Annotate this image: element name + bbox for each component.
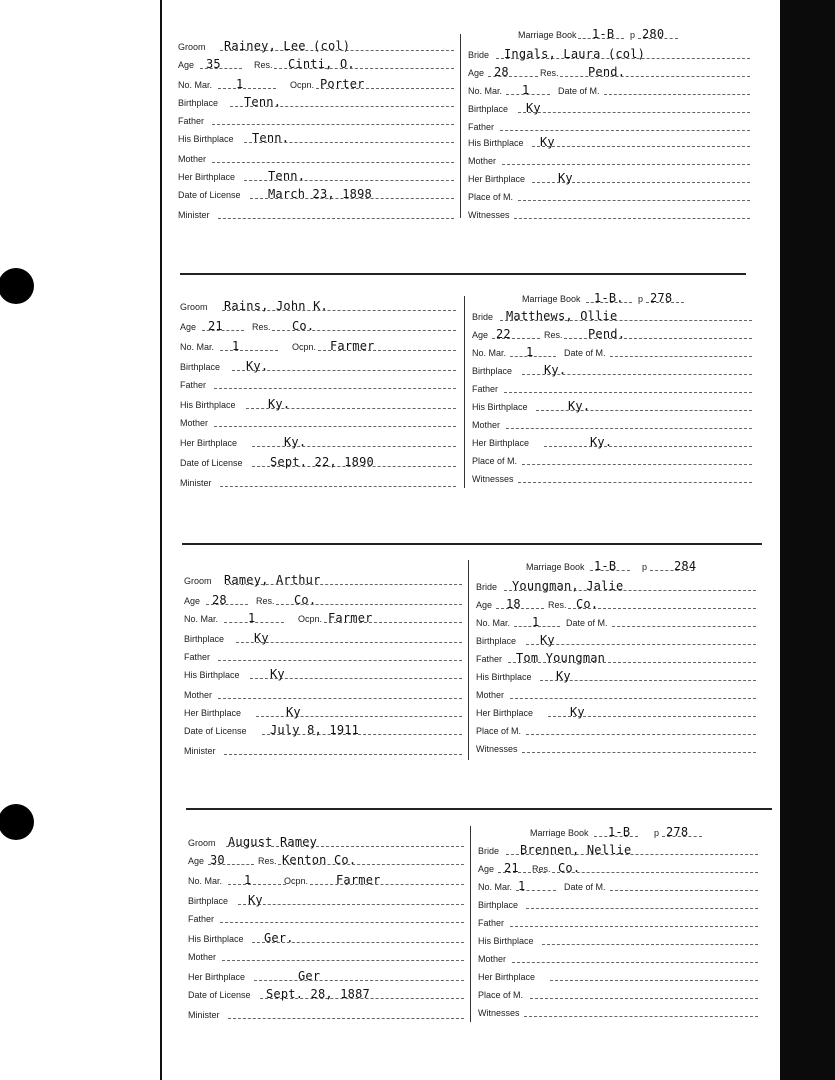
groom-birthplace: Ky [254,631,269,645]
marriage-page: 280 [642,27,665,41]
her-birthplace-field: Her Birthplace Tenn. [178,166,454,184]
minister-field: Minister [178,204,454,222]
marriage-book: 1-B. [594,291,624,305]
groom-age: 21 [208,319,223,333]
groom-name: August Ramey [228,835,318,849]
birthplace-field: Birthplace [478,894,758,912]
marriage-book: 1-B [608,825,631,839]
groom-age: 30 [210,853,225,867]
age-res-field: Age 28 Res. Pend. [468,62,750,80]
bride-res: Co. [558,861,581,875]
groom-ocpn: Farmer [336,873,381,887]
birthplace-field: Birthplace Ky [476,630,756,648]
bride-name: Ingals, Laura (col) [504,47,646,61]
mother-field: Mother [478,948,758,966]
mar-ocpn-field: No. Mar. 1 Ocpn. Farmer [184,608,462,626]
date-of-license-field: Date of License July 8, 1911 [184,720,462,738]
mar-date-field: No. Mar. 1 Date of M. [468,80,750,98]
bride-birthplace: Ky. [544,363,567,377]
punch-hole-top [0,268,34,304]
groom-res: Cinti, O. [288,57,355,71]
father-field: Father [478,912,758,930]
his-birthplace-field: His Birthplace Ky [184,664,462,682]
groom-his-birthplace: Ky [270,667,285,681]
bride-name: Matthews, Ollie [506,309,618,323]
bride-field: Bride Ingals, Laura (col) [468,44,750,62]
witnesses-field: Witnesses [478,1002,758,1020]
father-field: Father [178,110,454,128]
groom-her-birthplace: Tenn. [268,169,306,183]
father-field: Father [188,908,464,926]
marriage-page: 284 [674,559,697,573]
her-birthplace-field: Her Birthplace [478,966,758,984]
father-field: Father Tom Youngman [476,648,756,666]
marriage-book-field: Marriage Book 1-B. p 278 [522,288,752,306]
groom-date-of-license: Sept. 28, 1887 [266,987,370,1001]
groom-birthplace: Ky [248,893,263,907]
bride-no-mar: 1 [526,345,534,359]
witnesses-field: Witnesses [468,204,750,222]
card-separator [180,273,746,275]
bride-age: 18 [506,597,521,611]
her-birthplace-field: Her Birthplace Ky. [180,432,456,450]
his-birthplace-field: His Birthplace Tenn. [178,128,454,146]
age-res-field: Age 28 Res. Co. [184,590,462,608]
bride-his-birthplace: Ky. [568,399,591,413]
groom-res: Kenton Co. [282,853,357,867]
bride-name: Brennen, Nellie [520,843,632,857]
groom-no-mar: 1 [236,77,244,91]
groom-name: Ramey, Arthur [224,573,321,587]
mar-date-field: No. Mar. 1 Date of M. [472,342,752,360]
his-birthplace-field: His Birthplace Ky [476,666,756,684]
her-birthplace-field: Her Birthplace Ky [476,702,756,720]
mother-field: Mother [184,684,462,702]
age-res-field: Age 21 Res. Co. [180,316,456,334]
bride-res: Co. [576,597,599,611]
place-of-m-field: Place of M. [468,186,750,204]
groom-field: Groom Ramey, Arthur [184,570,462,588]
marriage-record-card [162,22,780,272]
bride-his-birthplace: Ky [540,135,555,149]
mother-field: Mother [472,414,752,432]
age-res-field: Age 18 Res. Co. [476,594,756,612]
father-field: Father [184,646,462,664]
minister-field: Minister [180,472,456,490]
minister-field: Minister [184,740,462,758]
father-field: Father [472,378,752,396]
marriage-book: 1-B [592,27,615,41]
marriage-book-field: Marriage Book 1-B p 284 [526,559,697,573]
groom-date-of-license: July 8, 1911 [270,723,360,737]
her-birthplace-field: Her Birthplace Ky [468,168,750,186]
date-of-license-field: Date of License March 23, 1898 [178,184,454,202]
groom-res: Co. [292,319,315,333]
groom-no-mar: 1 [244,873,252,887]
father-field: Father [468,116,750,134]
bride-his-birthplace: Ky [556,669,571,683]
groom-her-birthplace: Ky. [284,435,307,449]
punch-hole-bottom [0,804,34,840]
bride-father: Tom Youngman [516,651,606,665]
bride-her-birthplace: Ky. [590,435,613,449]
her-birthplace-field: Her Birthplace Ger [188,966,464,984]
mar-ocpn-field: No. Mar. 1 Ocpn. Farmer [180,336,456,354]
groom-field: Groom Rains, John K. [180,296,456,314]
bride-name: Youngman, Jalie [512,579,624,593]
record-page [160,0,780,1080]
witnesses-field: Witnesses [472,468,752,486]
marriage-record-card [162,288,780,538]
bride-no-mar: 1 [532,615,540,629]
her-birthplace-field: Her Birthplace Ky [184,702,462,720]
groom-name: Rainey, Lee (col) [224,39,351,53]
mother-field: Mother [188,946,464,964]
age-res-field: Age 30 Res. Kenton Co. [188,850,464,868]
his-birthplace-field: His Birthplace Ky. [472,396,752,414]
groom-age: 35 [206,57,221,71]
groom-field: Groom Rainey, Lee (col) [178,36,454,54]
his-birthplace-field: His Birthplace Ger. [188,928,464,946]
marriage-book: 1-B [594,559,617,573]
groom-res: Co. [294,593,317,607]
left-margin [0,0,160,1080]
bride-age: 22 [496,327,511,341]
marriage-record-card [162,556,780,806]
mar-ocpn-field: No. Mar. 1 Ocpn. Farmer [188,870,464,888]
groom-date-of-license: Sept. 22, 1890 [270,455,374,469]
groom-his-birthplace: Ger. [264,931,294,945]
mother-field: Mother [468,150,750,168]
bride-res: Pend. [588,327,626,341]
her-birthplace-field: Her Birthplace Ky. [472,432,752,450]
bride-no-mar: 1 [518,879,526,893]
place-of-m-field: Place of M. [472,450,752,468]
marriage-book-field: Marriage Book 1-B p 278 [530,822,760,840]
bride-field: Bride Brennen, Nellie [478,840,758,858]
groom-ocpn: Porter [320,77,365,91]
groom-birthplace: Ky. [246,359,269,373]
scan-edge [778,0,835,1080]
mother-field: Mother [476,684,756,702]
bride-age: 28 [494,65,509,79]
birthplace-field: Birthplace Ky [188,890,464,908]
age-res-field: Age 22 Res. Pend. [472,324,752,342]
groom-date-of-license: March 23, 1898 [268,187,372,201]
groom-birthplace: Tenn. [244,95,282,109]
groom-ocpn: Farmer [328,611,373,625]
groom-no-mar: 1 [232,339,240,353]
bride-field: Bride Youngman, Jalie [476,576,756,594]
bride-her-birthplace: Ky [558,171,573,185]
marriage-page: 278 [650,291,673,305]
groom-age: 28 [212,593,227,607]
groom-her-birthplace: Ky [286,705,301,719]
place-of-m-field: Place of M. [478,984,758,1002]
mar-date-field: No. Mar. 1 Date of M. [476,612,756,630]
father-field: Father [180,374,456,392]
groom-no-mar: 1 [248,611,256,625]
bride-her-birthplace: Ky [570,705,585,719]
bride-birthplace: Ky [526,101,541,115]
birthplace-field: Birthplace Ky. [472,360,752,378]
groom-her-birthplace: Ger [298,969,321,983]
minister-field: Minister [188,1004,464,1022]
his-birthplace-field: His Birthplace Ky [468,132,750,150]
age-res-field: Age 35 Res. Cinti, O. [178,54,454,72]
groom-name: Rains, John K. [224,299,328,313]
bride-no-mar: 1 [522,83,530,97]
marriage-record-card [162,822,780,1072]
age-res-field: Age 21 Res. Co. [478,858,758,876]
marriage-book-field: Marriage Book 1-B p 280 [518,24,748,42]
mar-ocpn-field: No. Mar. 1 Ocpn. Porter [178,74,454,92]
bride-birthplace: Ky [540,633,555,647]
his-birthplace-field: His Birthplace Ky. [180,394,456,412]
birthplace-field: Birthplace Ky. [180,356,456,374]
card-separator [182,543,762,545]
witnesses-field: Witnesses [476,738,756,756]
place-of-m-field: Place of M. [476,720,756,738]
bride-field: Bride Matthews, Ollie [472,306,752,324]
date-of-license-field: Date of License Sept. 28, 1887 [188,984,464,1002]
groom-field: Groom August Ramey [188,832,464,850]
card-separator [186,808,772,810]
birthplace-field: Birthplace Tenn. [178,92,454,110]
groom-ocpn: Farmer [330,339,375,353]
mother-field: Mother [178,148,454,166]
his-birthplace-field: His Birthplace [478,930,758,948]
marriage-page: 278 [666,825,689,839]
groom-his-birthplace: Tenn. [252,131,290,145]
mar-date-field: No. Mar. 1 Date of M. [478,876,758,894]
date-of-license-field: Date of License Sept. 22, 1890 [180,452,456,470]
birthplace-field: Birthplace Ky [468,98,750,116]
groom-his-birthplace: Ky. [268,397,291,411]
mother-field: Mother [180,412,456,430]
birthplace-field: Birthplace Ky [184,628,462,646]
bride-age: 21 [504,861,519,875]
bride-res: Pend. [588,65,626,79]
